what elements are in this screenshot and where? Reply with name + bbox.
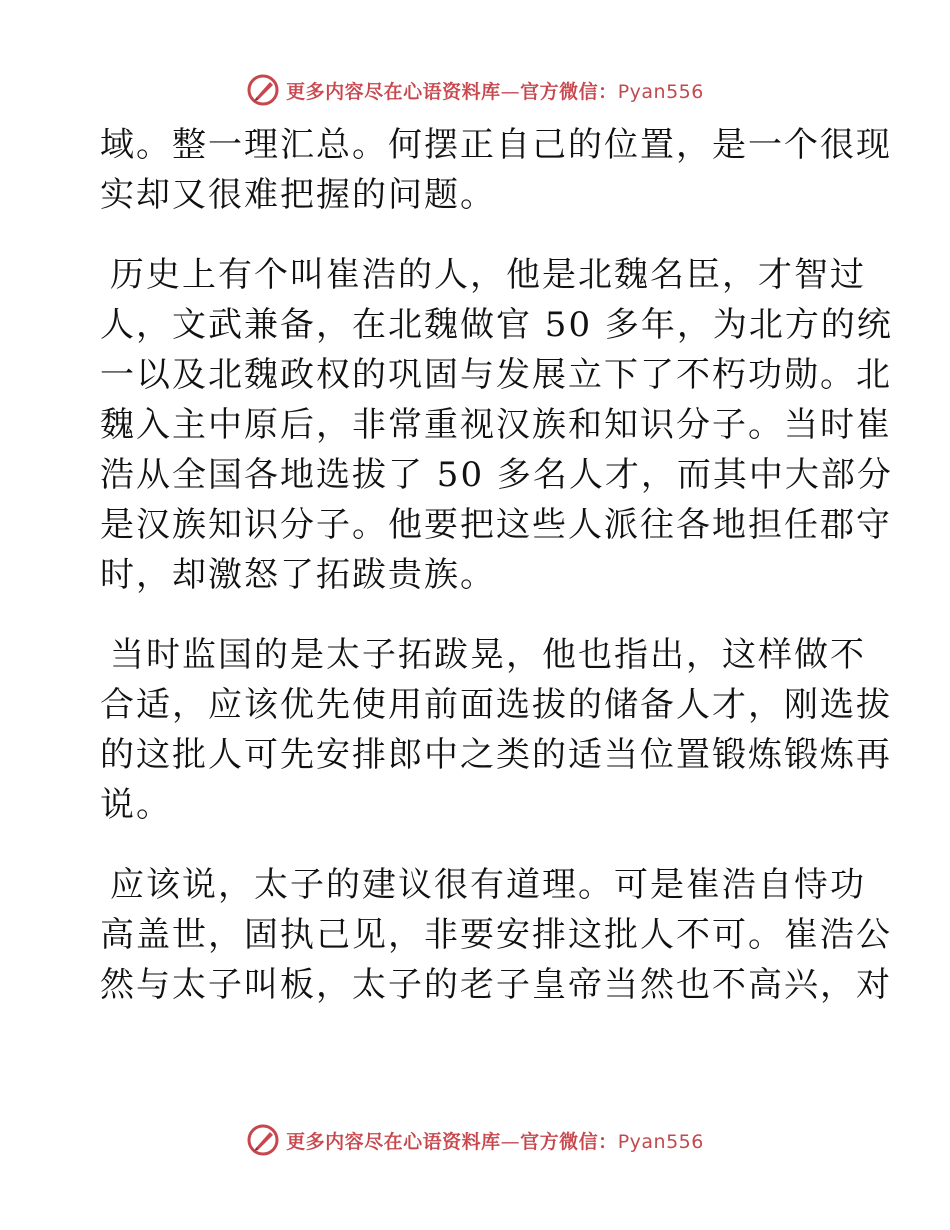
- watermark-wechat-id: Pyan556: [617, 80, 704, 103]
- text-line: 一以及北魏政权的巩固与发展立下了不朽功勋。北: [100, 355, 892, 395]
- quill-pen-logo-icon: [246, 73, 280, 107]
- watermark-site: 更多内容尽在心语资料库: [286, 1130, 501, 1153]
- document-body: [100, 120, 893, 1040]
- watermark-separator: —: [500, 1130, 521, 1153]
- watermark-site: 更多内容尽在心语资料库: [286, 80, 501, 103]
- footer-watermark: [0, 1120, 950, 1160]
- paragraph: [100, 630, 892, 830]
- text-line: 应该说，太子的建议很有道理。可是崔浩自恃功: [110, 865, 866, 905]
- text-line: 高盖世，固执己见，非要安排这批人不可。崔浩公: [100, 915, 892, 955]
- text-line: 说。: [100, 785, 172, 825]
- watermark-official: 官方微信：: [520, 80, 618, 103]
- text-line: 的这批人可先安排郎中之类的适当位置锻炼锻炼再: [100, 735, 892, 775]
- text-line: 合适，应该优先使用前面选拔的储备人才，刚选拔: [100, 685, 892, 725]
- text-line: 历史上有个叫崔浩的人，他是北魏名臣，才智过: [110, 255, 866, 295]
- text-line: 是汉族知识分子。他要把这些人派往各地担任郡守: [100, 505, 892, 545]
- watermark-separator: —: [500, 80, 521, 103]
- text-line: 域。整一理汇总。何摆正自己的位置，是一个很现: [100, 125, 892, 165]
- watermark-text: [286, 77, 704, 104]
- text-line: 实却又很难把握的问题。: [100, 175, 496, 215]
- paragraph: [100, 860, 892, 1010]
- text-line: 然与太子叫板，太子的老子皇帝当然也不高兴，对: [100, 965, 892, 1005]
- watermark-wechat-id: Pyan556: [617, 1130, 704, 1153]
- text-line: 浩从全国各地选拔了 50 多名人才，而其中大部分: [100, 455, 893, 495]
- text-line: 魏入主中原后，非常重视汉族和知识分子。当时崔: [100, 405, 892, 445]
- quill-pen-logo-icon: [246, 1123, 280, 1157]
- text-line: 时，却激怒了拓跋贵族。: [100, 555, 496, 595]
- watermark-official: 官方微信：: [520, 1130, 618, 1153]
- paragraph: [100, 120, 892, 220]
- watermark-text: [286, 1127, 704, 1154]
- text-line: 人，文武兼备，在北魏做官 50 多年，为北方的统: [100, 305, 893, 345]
- text-line: 当时监国的是太子拓跋晃，他也指出，这样做不: [110, 635, 866, 675]
- paragraph: [100, 250, 893, 600]
- header-watermark: [0, 70, 950, 110]
